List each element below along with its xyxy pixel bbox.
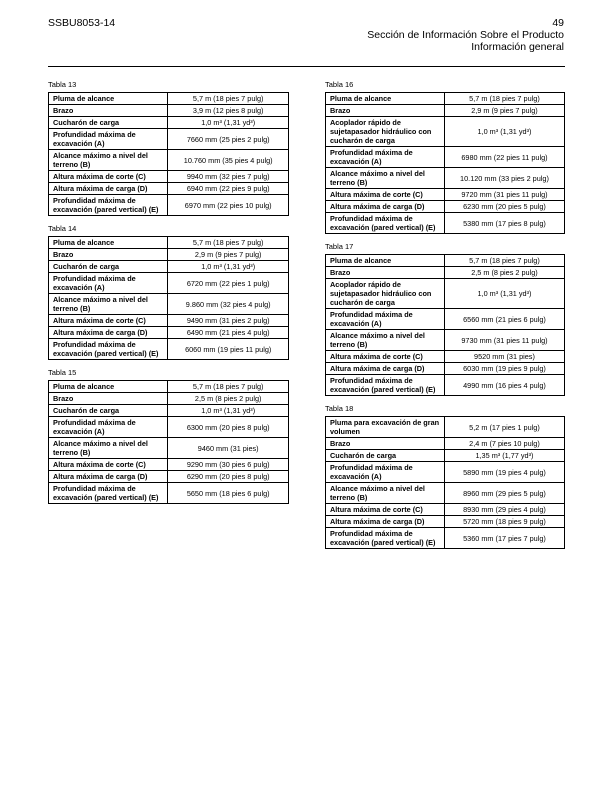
spec-label: Profundidad máxima de excavación (A) — [49, 417, 168, 438]
table-13 — [48, 80, 289, 216]
spec-label: Alcance máximo a nivel del terreno (B) — [326, 168, 445, 189]
spec-label: Profundidad máxima de excavación (pared vertical) (E) — [326, 375, 445, 396]
table-16 — [325, 80, 565, 234]
spec-label: Pluma de alcance — [49, 93, 168, 105]
spec-label: Alcance máximo a nivel del terreno (B) — [326, 483, 445, 504]
table-row — [49, 105, 289, 117]
table-title: Tabla 15 — [48, 368, 77, 377]
spec-value: 6290 mm (20 pies 8 pulg) — [168, 471, 289, 483]
spec-label: Cucharón de carga — [326, 450, 445, 462]
spec-value: 5,7 m (18 pies 7 pulg) — [444, 255, 564, 267]
table-row — [49, 294, 289, 315]
spec-value: 9720 mm (31 pies 11 pulg) — [444, 189, 564, 201]
spec-label: Profundidad máxima de excavación (A) — [326, 462, 445, 483]
table-row — [49, 273, 289, 294]
spec-label: Profundidad máxima de excavación (A) — [49, 273, 168, 294]
table-row — [326, 255, 565, 267]
spec-label: Cucharón de carga — [49, 117, 168, 129]
spec-value: 1,0 m³ (1,31 yd³) — [444, 117, 564, 147]
spec-label: Altura máxima de corte (C) — [49, 315, 168, 327]
right-column — [325, 80, 565, 557]
table-row — [49, 195, 289, 216]
spec-label: Brazo — [49, 249, 168, 261]
spec-value: 6720 mm (22 pies 1 pulg) — [168, 273, 289, 294]
spec-value: 1,0 m³ (1,31 yd³) — [444, 279, 564, 309]
page-header — [367, 17, 564, 53]
spec-value: 3,9 m (12 pies 8 pulg) — [168, 105, 289, 117]
spec-label: Altura máxima de carga (D) — [49, 471, 168, 483]
table-row — [326, 147, 565, 168]
spec-value: 5890 mm (19 pies 4 pulg) — [444, 462, 564, 483]
spec-label: Profundidad máxima de excavación (pared vertical) (E) — [49, 195, 168, 216]
table-row — [326, 438, 565, 450]
table-row — [49, 438, 289, 459]
spec-label: Pluma de alcance — [326, 93, 445, 105]
table-row — [49, 261, 289, 273]
table-title: Tabla 17 — [325, 242, 354, 251]
spec-value: 5650 mm (18 pies 6 pulg) — [168, 483, 289, 504]
table-row — [326, 483, 565, 504]
spec-value: 6980 mm (22 pies 11 pulg) — [444, 147, 564, 168]
spec-value: 10.760 mm (35 pies 4 pulg) — [168, 150, 289, 171]
spec-value: 9940 mm (32 pies 7 pulg) — [168, 171, 289, 183]
spec-value: 9490 mm (31 pies 2 pulg) — [168, 315, 289, 327]
spec-value: 7660 mm (25 pies 2 pulg) — [168, 129, 289, 150]
table-row — [49, 393, 289, 405]
table-row — [326, 267, 565, 279]
spec-value: 2,9 m (9 pies 7 pulg) — [168, 249, 289, 261]
table-row — [326, 330, 565, 351]
table-row — [326, 105, 565, 117]
spec-label: Alcance máximo a nivel del terreno (B) — [49, 150, 168, 171]
table-15 — [48, 368, 289, 504]
table-18 — [325, 404, 565, 549]
spec-value: 2,5 m (8 pies 2 pulg) — [444, 267, 564, 279]
table-row — [49, 93, 289, 105]
spec-value: 6230 mm (20 pies 5 pulg) — [444, 201, 564, 213]
left-column — [48, 80, 289, 512]
table-title: Tabla 14 — [48, 224, 77, 233]
spec-label: Cucharón de carga — [49, 405, 168, 417]
spec-label: Profundidad máxima de excavación (pared vertical) (E) — [326, 528, 445, 549]
spec-label: Altura máxima de corte (C) — [326, 351, 445, 363]
spec-table — [48, 380, 289, 504]
spec-value: 9.860 mm (32 pies 4 pulg) — [168, 294, 289, 315]
spec-value: 5720 mm (18 pies 9 pulg) — [444, 516, 564, 528]
spec-value: 2,4 m (7 pies 10 pulg) — [444, 438, 564, 450]
table-row — [326, 189, 565, 201]
spec-value: 2,9 m (9 pies 7 pulg) — [444, 105, 564, 117]
spec-label: Profundidad máxima de excavación (pared vertical) (E) — [326, 213, 445, 234]
table-row — [49, 327, 289, 339]
table-row — [49, 459, 289, 471]
table-title: Tabla 18 — [325, 404, 354, 413]
spec-value: 1,0 m³ (1,31 yd³) — [168, 261, 289, 273]
table-row — [49, 129, 289, 150]
spec-value: 5380 mm (17 pies 8 pulg) — [444, 213, 564, 234]
spec-label: Brazo — [49, 393, 168, 405]
table-row — [49, 150, 289, 171]
table-row — [326, 528, 565, 549]
spec-label: Altura máxima de carga (D) — [326, 201, 445, 213]
spec-value: 1,0 m³ (1,31 yd³) — [168, 405, 289, 417]
spec-label: Cucharón de carga — [49, 261, 168, 273]
table-17 — [325, 242, 565, 396]
spec-label: Alcance máximo a nivel del terreno (B) — [49, 294, 168, 315]
table-row — [326, 279, 565, 309]
table-row — [49, 183, 289, 195]
header-divider — [48, 66, 565, 67]
table-title: Tabla 16 — [325, 80, 354, 89]
spec-value: 6560 mm (21 pies 6 pulg) — [444, 309, 564, 330]
spec-value: 10.120 mm (33 pies 2 pulg) — [444, 168, 564, 189]
table-row — [49, 117, 289, 129]
spec-table — [325, 92, 565, 234]
spec-value: 6060 mm (19 pies 11 pulg) — [168, 339, 289, 360]
table-row — [326, 363, 565, 375]
table-row — [49, 417, 289, 438]
table-row — [326, 117, 565, 147]
spec-value: 5,7 m (18 pies 7 pulg) — [168, 381, 289, 393]
spec-label: Acoplador rápido de sujetapasador hidráulico con cucharón de carga — [326, 117, 445, 147]
table-row — [49, 171, 289, 183]
table-row — [326, 201, 565, 213]
table-row — [326, 516, 565, 528]
spec-label: Altura máxima de corte (C) — [49, 171, 168, 183]
table-title: Tabla 13 — [48, 80, 77, 89]
table-row — [326, 504, 565, 516]
spec-label: Profundidad máxima de excavación (A) — [326, 309, 445, 330]
spec-value: 2,5 m (8 pies 2 pulg) — [168, 393, 289, 405]
table-row — [326, 375, 565, 396]
spec-label: Altura máxima de carga (D) — [49, 183, 168, 195]
spec-value: 8930 mm (29 pies 4 pulg) — [444, 504, 564, 516]
spec-label: Profundidad máxima de excavación (A) — [326, 147, 445, 168]
table-row — [49, 381, 289, 393]
spec-label: Brazo — [326, 267, 445, 279]
spec-label: Profundidad máxima de excavación (pared vertical) (E) — [49, 483, 168, 504]
spec-label: Acoplador rápido de sujetapasador hidráulico con cucharón de carga — [326, 279, 445, 309]
table-row — [49, 471, 289, 483]
spec-label: Altura máxima de corte (C) — [49, 459, 168, 471]
spec-value: 9290 mm (30 pies 6 pulg) — [168, 459, 289, 471]
spec-label: Profundidad máxima de excavación (A) — [49, 129, 168, 150]
spec-value: 9520 mm (31 pies) — [444, 351, 564, 363]
spec-label: Pluma para excavación de gran volumen — [326, 417, 445, 438]
table-row — [49, 315, 289, 327]
spec-value: 6030 mm (19 pies 9 pulg) — [444, 363, 564, 375]
table-row — [326, 417, 565, 438]
table-row — [49, 237, 289, 249]
spec-value: 5,7 m (18 pies 7 pulg) — [168, 237, 289, 249]
table-row — [326, 168, 565, 189]
spec-table — [325, 254, 565, 396]
table-row — [326, 309, 565, 330]
spec-label: Brazo — [326, 438, 445, 450]
table-row — [326, 351, 565, 363]
spec-value: 6300 mm (20 pies 8 pulg) — [168, 417, 289, 438]
spec-value: 4990 mm (16 pies 4 pulg) — [444, 375, 564, 396]
spec-label: Brazo — [326, 105, 445, 117]
spec-label: Altura máxima de carga (D) — [326, 363, 445, 375]
table-14 — [48, 224, 289, 360]
page-number: 49 — [552, 17, 564, 29]
table-row — [49, 483, 289, 504]
spec-value: 8960 mm (29 pies 5 pulg) — [444, 483, 564, 504]
spec-value: 6970 mm (22 pies 10 pulg) — [168, 195, 289, 216]
table-row — [326, 450, 565, 462]
table-row — [326, 462, 565, 483]
spec-label: Pluma de alcance — [49, 381, 168, 393]
spec-value: 5,7 m (18 pies 7 pulg) — [168, 93, 289, 105]
spec-label: Altura máxima de corte (C) — [326, 189, 445, 201]
spec-value: 9730 mm (31 pies 11 pulg) — [444, 330, 564, 351]
table-row — [49, 339, 289, 360]
spec-label: Altura máxima de corte (C) — [326, 504, 445, 516]
table-row — [326, 93, 565, 105]
spec-value: 1,35 m³ (1,77 yd³) — [444, 450, 564, 462]
doc-id: SSBU8053-14 — [48, 17, 116, 29]
spec-label: Profundidad máxima de excavación (pared vertical) (E) — [49, 339, 168, 360]
table-row — [326, 213, 565, 234]
spec-value: 5360 mm (17 pies 7 pulg) — [444, 528, 564, 549]
spec-label: Brazo — [49, 105, 168, 117]
spec-label: Alcance máximo a nivel del terreno (B) — [49, 438, 168, 459]
spec-label: Pluma de alcance — [49, 237, 168, 249]
spec-value: 6490 mm (21 pies 4 pulg) — [168, 327, 289, 339]
spec-table — [325, 416, 565, 549]
spec-label: Altura máxima de carga (D) — [326, 516, 445, 528]
spec-label: Pluma de alcance — [326, 255, 445, 267]
section-title: Sección de Información Sobre el Producto — [367, 29, 564, 41]
subsection-title: Información general — [471, 41, 564, 53]
spec-value: 1,0 m³ (1,31 yd³) — [168, 117, 289, 129]
spec-value: 9460 mm (31 pies) — [168, 438, 289, 459]
spec-table — [48, 92, 289, 216]
spec-table — [48, 236, 289, 360]
spec-label: Alcance máximo a nivel del terreno (B) — [326, 330, 445, 351]
spec-value: 5,7 m (18 pies 7 pulg) — [444, 93, 564, 105]
spec-value: 5,2 m (17 pies 1 pulg) — [444, 417, 564, 438]
spec-value: 6940 mm (22 pies 9 pulg) — [168, 183, 289, 195]
table-row — [49, 249, 289, 261]
spec-label: Altura máxima de carga (D) — [49, 327, 168, 339]
table-row — [49, 405, 289, 417]
